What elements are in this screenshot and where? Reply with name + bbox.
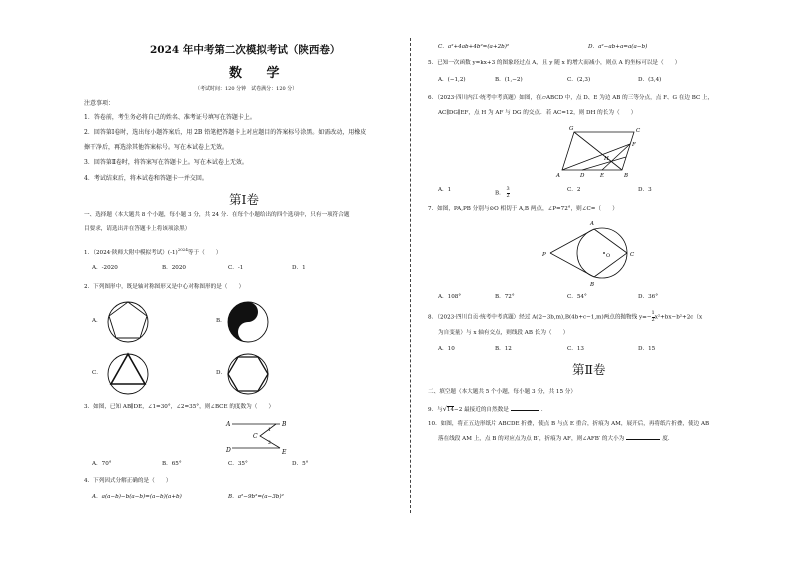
q2-label-d: D． [216,370,227,376]
q3-label-a: A [226,421,231,428]
q7-option-a: A．108° [438,294,462,300]
q6-option-d: D．3 [638,187,652,193]
q7-label-o: O [606,253,611,259]
note-item: 2．回答第Ⅰ卷时，选出每小题答案后，用 2B 铅笔把答题卡上对应题目的答案标号涂黑。如需改动，用橡皮 [84,129,367,136]
q2-figure-d [226,352,270,396]
q3-angle-1: 1 [268,428,271,433]
q9-answer-blank[interactable] [511,410,539,411]
q6-label-e: E [600,173,605,179]
q6-label-g: G [569,126,574,132]
q8-stem: 为自变量）与 x 轴有交点，则线段 AB 长为（ ） [438,330,569,336]
q9-stem: 9．与√14−2 最接近的自然数是 ． [428,405,547,413]
q1-option-b: B．2020 [162,265,186,271]
q4-option-c: C．a²+4ab+4b²=(a+2b)² [438,44,510,50]
q7-option-d: D．36° [638,294,658,300]
q6-stem: AC∥DG∥EF，点 H 为 AF 与 DG 的交点．若 AC=12，则 DH 的长为（ ） [438,110,637,116]
part1-instruction: 目要求，请选出并在答题卡上将该项涂黑） [84,226,191,232]
q7-label-c: C [630,252,635,258]
q5-stem: 5．已知一次函数 y=kx+3 的图象经过点 A，且 y 随 x 的增大而减小，则点 A 的坐标可以是（ ） [428,60,681,66]
q3-stem: 3．如图，已知 AB∥DE，∠1=30°，∠2=35°，则∠BCE 的度数为（ ） [84,404,275,410]
q7-label-b: B [590,282,595,288]
q1-stem: 1．（2024·陕师大附中模拟考试）$(-1)^{2024}$等于（ ） [84,247,222,256]
q4-option-a: A．a(a−b)−b(a−b)=(a−b)(a+b) [92,494,182,500]
q3-angle-2: 2 [268,441,271,446]
q8-stem: 8．（2023·四川自贡·统考中考真题）经过 A(2−3b,m),B(4b+c−1,m)两点的抛物线 y=− $\frac{1}{2}$ x²+bx−b²+2c（x [428,310,703,323]
q8-option-d: D．15 [638,346,656,352]
q6-label-b: B [624,173,629,179]
q3-option-b: B．65° [162,461,182,467]
q5-option-c: C．(2,3) [567,77,591,83]
part1-instruction: 一、选择题（本大题共 8 个小题，每小题 3 分，共 24 分．在每个小题给出的四个选项中，只有一项符合题 [84,212,350,218]
page-title: 2024 年中考第二次模拟考试（陕西卷） [150,44,341,56]
note-item: 4．考试结束后，将本试卷和答题卡一并交回。 [84,175,208,182]
part1-title: 第Ⅰ卷 [229,192,259,207]
q8-option-c: C．13 [567,346,584,352]
q8-option-a: A．10 [438,346,455,352]
q6-option-a: A．1 [438,187,452,193]
q7-stem: 7．如图，PA,PB 分别与⊙O 相切于 A,B 两点，∠P=72°，则∠C=（ ） [428,206,618,212]
q6-figure [552,122,644,180]
q2-label-a: A． [92,318,102,324]
q6-stem: 6．（2023·四川内江·统考中考真题）如图，在▱ABCD 中，点 D、E 为边 AB 的三等分点，点 F、G 在边 BC 上， [428,95,714,101]
note-item: 擦干净后，再选涂其他答案标号。写在本试卷上无效。 [84,144,229,151]
q5-option-d: D．(3,4) [638,77,662,83]
q6-label-c: C [636,128,641,134]
q2-figure-a [106,300,150,344]
q1-option-d: D．1 [292,265,306,271]
q6-label-h: H [604,156,609,162]
q2-label-c: C． [92,370,102,376]
q7-label-p: P [542,252,546,258]
note-item: 3．回答第Ⅱ卷时，将答案写在答题卡上。写在本试卷上无效。 [84,159,248,166]
q4-stem: 4．下列因式分解正确的是（ ） [84,478,172,484]
q10-answer-blank[interactable] [626,439,660,440]
q10-stem: 落在线段 AM 上，点 B 的对应点为点 B′，折痕为 AF，则∠AFB′ 的大小为 度． [438,436,674,442]
q3-label-b: B [282,421,287,428]
q4-option-b: B．a²−9b²=(a−3b)² [228,494,284,500]
q6-label-a: A [556,173,560,179]
q7-option-b: B．72° [495,294,515,300]
q3-label-c: C [253,433,258,440]
q8-option-b: B．12 [495,346,512,352]
q5-option-a: A．(−1,2) [438,77,466,83]
q3-option-d: D．5° [292,461,309,467]
exam-info: （考试时间：120 分钟 试卷满分：120 分） [195,86,298,92]
q2-stem: 2．下列图形中，既是轴对称图形又是中心对称图形的是（ ） [84,284,245,290]
q7-label-a: A [590,221,594,227]
q2-label-b: B． [216,318,226,324]
q2-figure-b [226,300,270,344]
q5-option-b: B．(1,−2) [495,77,523,83]
q6-label-f: F [632,142,636,148]
q7-option-c: C．54° [567,294,587,300]
part2-instruction: 二、填空题（本大题共 5 个小题，每小题 3 分，共 15 分） [428,389,576,395]
q1-option-a: A．-2020 [92,265,118,271]
q6-option-c: C．2 [567,187,581,193]
q4-option-d: D．a²−ab+a=a(a−b) [588,44,648,50]
column-divider [410,38,411,513]
q3-label-d: D [226,447,231,454]
note-item: 1．答卷前，考生务必将自己的姓名、准考证号填写在答题卡上。 [84,114,256,121]
q3-figure [224,416,294,456]
q7-figure [540,215,650,290]
q1-option-c: C．-1 [228,265,244,271]
q6-label-d: D [580,173,585,179]
part2-title: 第Ⅱ卷 [572,362,606,377]
q10-stem: 10．如图，将正五边形纸片 ABCDE 折叠，使点 B 与点 E 重合，折痕为 AM，展开后，再将纸片折叠，使边 AB [428,421,710,427]
q6-option-b: B． $\frac{3}{2}$ [495,186,510,199]
q2-figure-c [106,352,150,396]
q3-option-a: A．70° [92,461,112,467]
notes-heading: 注意事项： [84,100,115,107]
q3-label-e: E [282,449,287,456]
q3-option-c: C．35° [228,461,248,467]
subject-title: 数 学 [229,66,290,81]
